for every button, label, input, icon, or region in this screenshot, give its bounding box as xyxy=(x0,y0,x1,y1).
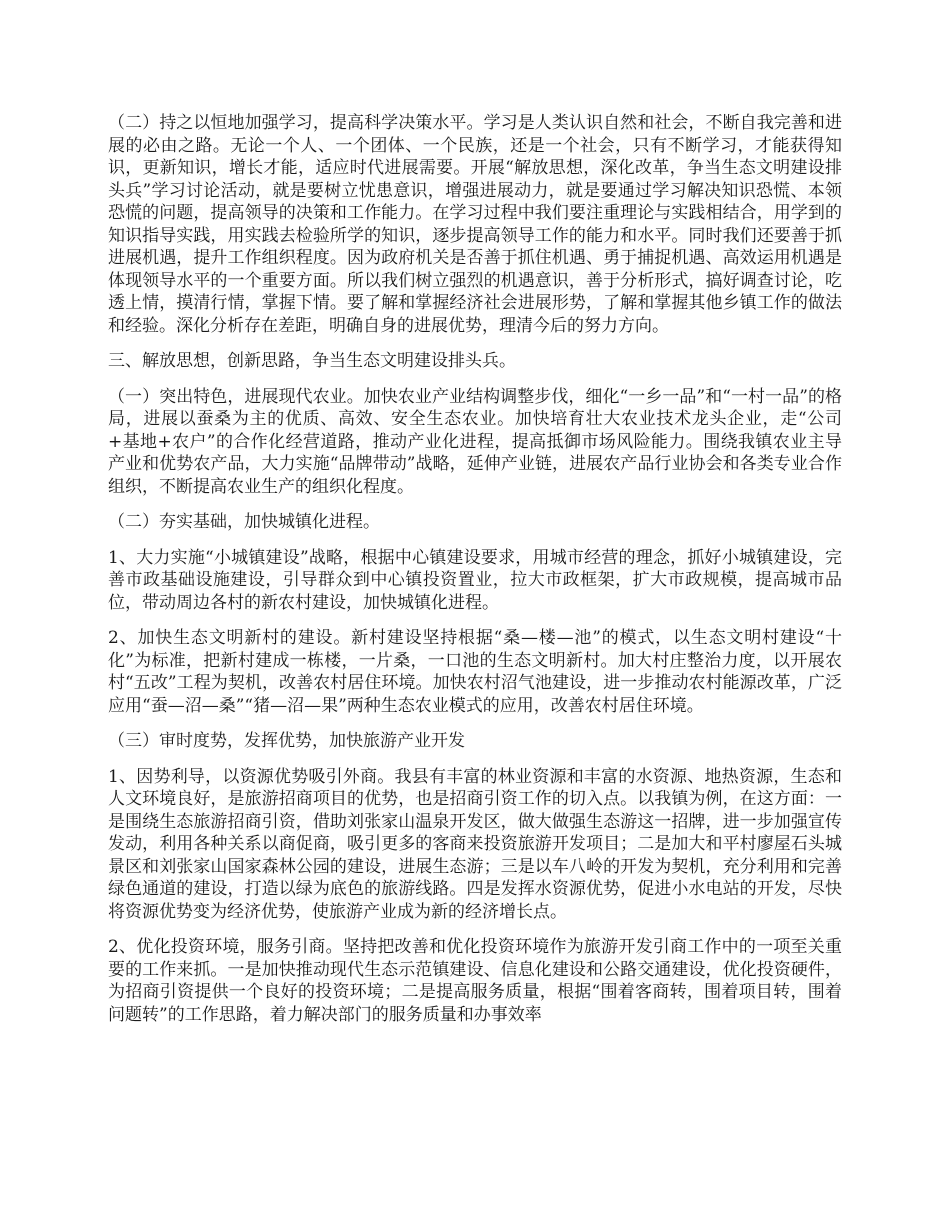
subheading-urbanization: （二）夯实基础，加快城镇化进程。 xyxy=(108,512,380,532)
paragraph-eco-village: 2、加快生态文明新村的建设。新村建设坚持根据“桑—楼—池”的模式，以生态文明村建设“十化”为标准，把新村建成一栋楼，一片桑，一口池的生态文明新村。加大村庄整治力度，以开展农村“五改”工程为契机，改善农村居住环境。加快农村沼气池建设，进一步推动农村能源改革，广泛应用“蚕—沼—桑”“猪—沼—果”两种生态农业模式的应用，改善农村居住环境。 xyxy=(108,628,842,716)
document-page xyxy=(108,112,842,1039)
paragraph-investment-environment: 2、优化投资环境，服务引商。坚持把改善和优化投资环境作为旅游开发引商工作中的一项至关重要的工作来抓。一是加快推动现代生态示范镇建设、信息化建设和公路交通建设，优化投资硬件，为招商引资提供一个良好的投资环境；二是提高服务质量，根据“围着客商转，围着项目转，围着问题转”的工作思路，着力解决部门的服务质量和办事效率 xyxy=(108,937,842,1025)
paragraph-learning: （二）持之以恒地加强学习，提高科学决策水平。学习是人类认识自然和社会，不断自我完善和进展的必由之路。无论一个人、一个团体、一个民族，还是一个社会，只有不断学习，才能获得知识，更新知识，增长才能，适应时代进展需要。开展“解放思想，深化改革，争当生态文明建设排头兵”学习讨论活动，就是要树立忧患意识，增强进展动力，就是要通过学习解决知识恐慌、本领恐慌的问题，提高领导的决策和工作能力。在学习过程中我们要注重理论与实践相结合，用学到的知识指导实践，用实践去检验所学的知识，逐步提高领导工作的能力和水平。同时我们还要善于抓进展机遇，提升工作组织程度。因为政府机关是否善于抓住机遇、勇于捕捉机遇、高效运用机遇是体现领导水平的一个重要方面。所以我们树立强烈的机遇意识，善于分析形式，搞好调查讨论，吃透上情，摸清行情，掌握下情。要了解和掌握经济社会进展形势，了解和掌握其他乡镇工作的做法和经验。深化分析存在差距，明确自身的进展优势，理清今后的努力方向。 xyxy=(108,113,842,336)
paragraph-small-town: 1、大力实施“小城镇建设”战略，根据中心镇建设要求，用城市经营的理念，抓好小城镇建设，完善市政基础设施建设，引导群众到中心镇投资置业，拉大市政框架，扩大市政规模，提高城市品位，带动周边各村的新农村建设，加快城镇化进程。 xyxy=(108,547,842,613)
paragraph-resource-advantage: 1、因势利导，以资源优势吸引外商。我县有丰富的林业资源和丰富的水资源、地热资源，生态和人文环境良好，是旅游招商项目的优势，也是招商引资工作的切入点。以我镇为例，在这方面：一是围绕生态旅游招商引资，借助刘张家山温泉开发区，做大做强生态游这一招牌，进一步加强宣传发动，利用各种关系以商促商，吸引更多的客商来投资旅游开发项目；二是加大和平村廖屋石头城景区和刘张家山国家森林公园的建设，进展生态游；三是以车八岭的开发为契机，充分利用和完善绿色通道的建设，打造以绿为底色的旅游线路。四是发挥水资源优势，促进小水电站的开发，尽快将资源优势变为经济优势，使旅游产业成为新的经济增长点。 xyxy=(108,766,842,922)
subheading-tourism: （三）审时度势，发挥优势，加快旅游产业开发 xyxy=(108,731,465,751)
paragraph-modern-agriculture: （一）突出特色，进展现代农业。加快农业产业结构调整步伐，细化“一乡一品”和“一村一品”的格局，进展以蚕桑为主的优质、高效、安全生态农业。加快培育壮大农业技术龙头企业，走“公司+基地+农户”的合作化经营道路，推动产业化进程，提高抵御市场风险能力。围绕我镇农业主导产业和优势农产品，大力实施“品牌带动”战略，延伸产业链，进展农产品行业协会和各类专业合作组织，不断提高农业生产的组织化程度。 xyxy=(108,386,842,497)
section-heading-three: 三、解放思想，创新思路，争当生态文明建设排头兵。 xyxy=(108,351,516,371)
